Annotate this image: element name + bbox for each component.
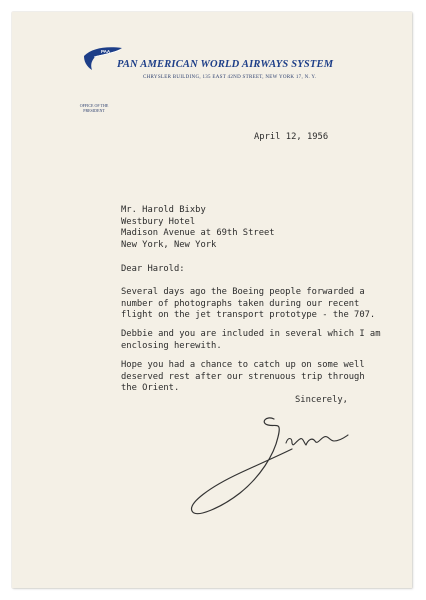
office-line: OFFICE OF THE <box>79 103 109 108</box>
paragraph-3 <box>121 360 365 395</box>
addressee-line: Westbury Hotel <box>121 216 196 227</box>
paragraph-line: Several days ago the Boeing people forwarded a <box>121 287 365 297</box>
addressee-block <box>121 205 275 251</box>
paragraph-line: flight on the jet transport prototype - the 707. <box>121 310 376 320</box>
company-name: PAN AMERICAN WORLD AIRWAYS SYSTEM <box>117 59 334 70</box>
letter-date: April 12, 1956 <box>254 132 329 142</box>
paragraph-line: deserved rest after our strenuous trip through <box>121 371 365 382</box>
addressee-line: Mr. Harold Bixby <box>121 205 206 215</box>
company-address: CHRYSLER BUILDING, 135 EAST 42ND STREET, NEW YORK 17, N. Y. <box>143 75 317 80</box>
addressee-line: New York, New York <box>121 239 217 250</box>
logo-text: PAA <box>101 49 111 54</box>
office-line: PRESIDENT <box>83 108 105 113</box>
salutation: Dear Harold: <box>121 264 185 274</box>
paragraph-line: the Orient. <box>121 383 180 393</box>
letter-sheet <box>12 12 412 588</box>
paragraph-1 <box>121 287 375 322</box>
paragraph-line: number of photographs taken during our recent <box>121 298 360 309</box>
office-of-president <box>74 103 114 113</box>
paragraph-line: Debbie and you are included in several which I am <box>121 329 381 339</box>
closing: Sincerely, <box>295 395 348 405</box>
handwritten-signature <box>182 407 352 527</box>
paragraph-line: enclosing herewith. <box>121 340 222 351</box>
paragraph-2 <box>121 329 381 352</box>
addressee-line: Madison Avenue at 69th Street <box>121 228 275 238</box>
paragraph-line: Hope you had a chance to catch up on some well <box>121 360 365 370</box>
